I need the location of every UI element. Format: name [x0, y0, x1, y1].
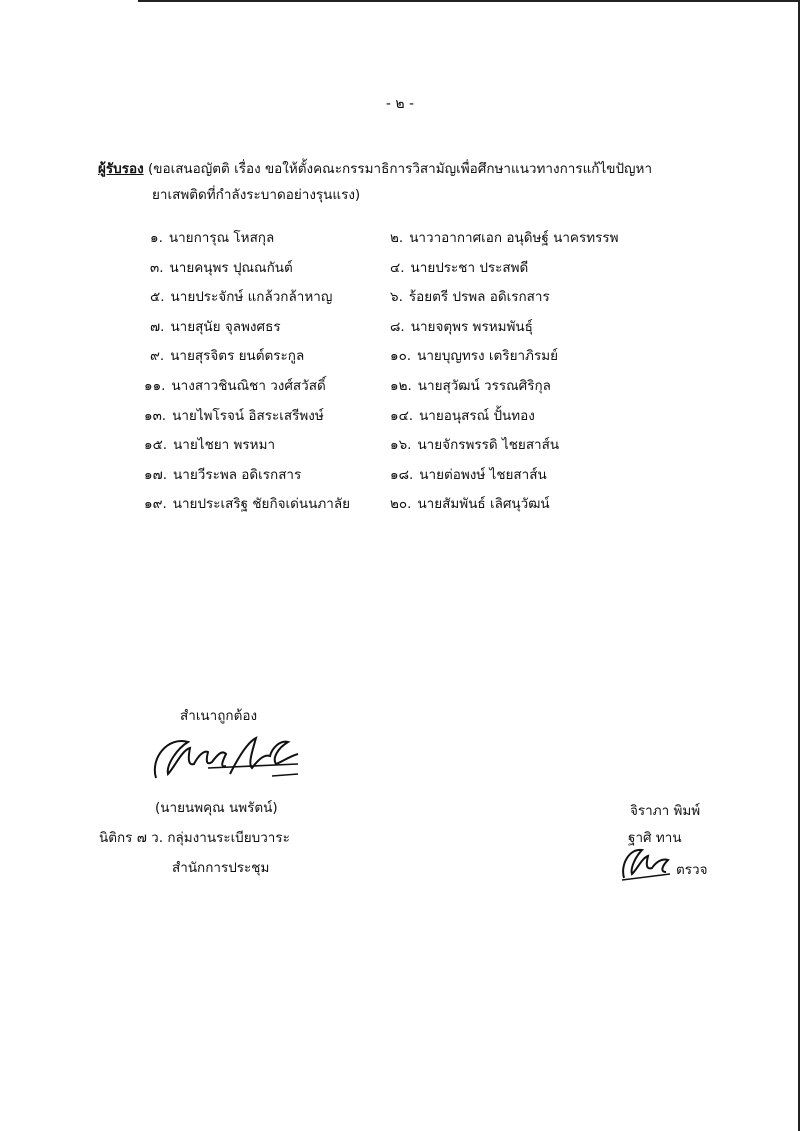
- scan-edge-top: [138, 0, 800, 2]
- sponsor-item: [144, 435, 275, 455]
- sponsor-name: นายอนุสรณ์ ปั้นทอง: [419, 407, 535, 424]
- sponsor-item: [144, 465, 301, 485]
- sponsor-number: ๔.: [390, 259, 405, 276]
- sponsor-item: [390, 287, 550, 307]
- sponsor-number: ๑๑.: [144, 378, 166, 394]
- sponsor-number: ๑๓.: [144, 407, 167, 424]
- typed-by: จิราภา พิมพ์: [630, 803, 701, 819]
- sponsor-name: นายสัมพันธ์ เลิศนุวัฒน์: [417, 496, 550, 513]
- sponsor-item: [390, 465, 547, 485]
- sponsor-item: [144, 376, 326, 396]
- certifier-office: สำนักการประชุม: [172, 860, 270, 876]
- sponsor-item: [390, 406, 535, 426]
- sponsor-number: ๗.: [150, 318, 165, 335]
- sponsor-name: นายบุญทรง เตริยาภิรมย์: [417, 348, 559, 365]
- certifier-name: (นายนพคุณ นพรัตน์): [155, 800, 278, 816]
- certifier-signature: [148, 728, 308, 788]
- sponsor-item: [390, 346, 558, 366]
- sponsor-number: ๒.: [390, 230, 404, 246]
- sponsor-name: นายคนุพร ปุณณกันต์: [169, 259, 293, 276]
- sponsor-number: ๓.: [150, 259, 164, 276]
- sponsor-name: นายสุนัย จุลพงศธร: [170, 318, 281, 335]
- sponsor-name: นายไพโรจน์ อิสระเสรีพงษ์: [172, 407, 324, 424]
- sponsor-name: นายต่อพงษ์ ไชยสาส์น: [419, 466, 547, 483]
- sponsor-number: ๑๔.: [390, 407, 414, 424]
- sponsor-number: ๙.: [150, 348, 165, 365]
- sponsor-name: นายวีระพล อดิเรกสาร: [173, 466, 302, 483]
- sponsor-item: [144, 494, 350, 514]
- sponsor-name: นายสุวัฒน์ วรรณศิริกุล: [417, 378, 551, 394]
- sponsor-item: [390, 435, 559, 455]
- sponsor-item: [390, 228, 619, 248]
- sponsor-number: ๑๙.: [144, 496, 167, 513]
- sponsor-item: [390, 317, 533, 337]
- sponsor-number: ๑๘.: [390, 466, 414, 483]
- sponsor-item: [390, 258, 528, 278]
- sponsor-number: ๑๖.: [390, 437, 412, 454]
- sponsor-name: นายการุณ โหสกุล: [168, 230, 275, 246]
- sponsor-number: ๑๕.: [144, 437, 168, 454]
- sponsor-name: นายประชา ประสพดี: [410, 259, 529, 276]
- sponsor-name: นายไชยา พรหมา: [173, 437, 276, 454]
- certified-label: สำเนาถูกต้อง: [180, 708, 258, 724]
- sponsor-number: ๑๒.: [390, 378, 412, 394]
- checked-label: ตรวจ: [676, 862, 708, 878]
- heading-label: ผู้รับรอง: [98, 161, 144, 177]
- sponsor-number: ๖.: [390, 289, 403, 306]
- sponsor-item: [150, 287, 332, 307]
- sponsor-number: ๑.: [150, 230, 163, 246]
- sponsor-item: [150, 317, 281, 337]
- sponsor-number: ๒๐.: [390, 496, 412, 513]
- sponsor-name: นาวาอากาศเอก อนุดิษฐ์ นาครทรรพ: [409, 230, 619, 246]
- sponsor-name: นายจักรพรรดิ ไชยสาส์น: [417, 437, 560, 454]
- heading-line1: (ขอเสนอญัตติ เรื่อง ขอให้ตั้งคณะกรรมาธิการวิสามัญเพื่อศึกษาแนวทางการแก้ไขปัญหา: [143, 161, 653, 177]
- sponsor-name: นายสุรจิตร ยนต์ตระกูล: [170, 348, 305, 365]
- sponsor-item: [150, 346, 304, 366]
- sponsor-name: นายประจักษ์ แกล้วกล้าหาญ: [170, 289, 333, 306]
- sponsor-item: [150, 228, 274, 248]
- checker-signature: [618, 842, 676, 882]
- heading-line2: ยาเสพติดที่กำลังระบาดอย่างรุนแรง): [152, 187, 361, 203]
- compared-by: ฐาศิ ทาน: [628, 830, 682, 846]
- sponsor-name: นางสาวชินณิชา วงศ์สวัสดิ์: [171, 378, 326, 394]
- sponsor-item: [390, 494, 550, 514]
- sponsor-name: ร้อยตรี ปรพล อดิเรกสาร: [408, 289, 550, 306]
- sponsor-number: ๘.: [390, 318, 405, 335]
- sponsor-number: ๑๐.: [390, 348, 412, 365]
- sponsors-heading: [98, 154, 688, 184]
- page-number: - ๒ -: [385, 96, 415, 112]
- sponsor-name: นายประเสริฐ ชัยกิจเด่นนภาลัย: [172, 496, 351, 513]
- sponsor-number: ๑๗.: [144, 466, 168, 483]
- sponsor-item: [150, 258, 293, 278]
- sponsor-number: ๕.: [150, 289, 165, 306]
- sponsor-item: [144, 406, 324, 426]
- certifier-title: นิติกร ๗ ว. กลุ่มงานระเบียบวาระ: [99, 830, 290, 846]
- sponsor-name: นายจตุพร พรหมพันธุ์: [410, 318, 533, 335]
- sponsor-item: [390, 376, 551, 396]
